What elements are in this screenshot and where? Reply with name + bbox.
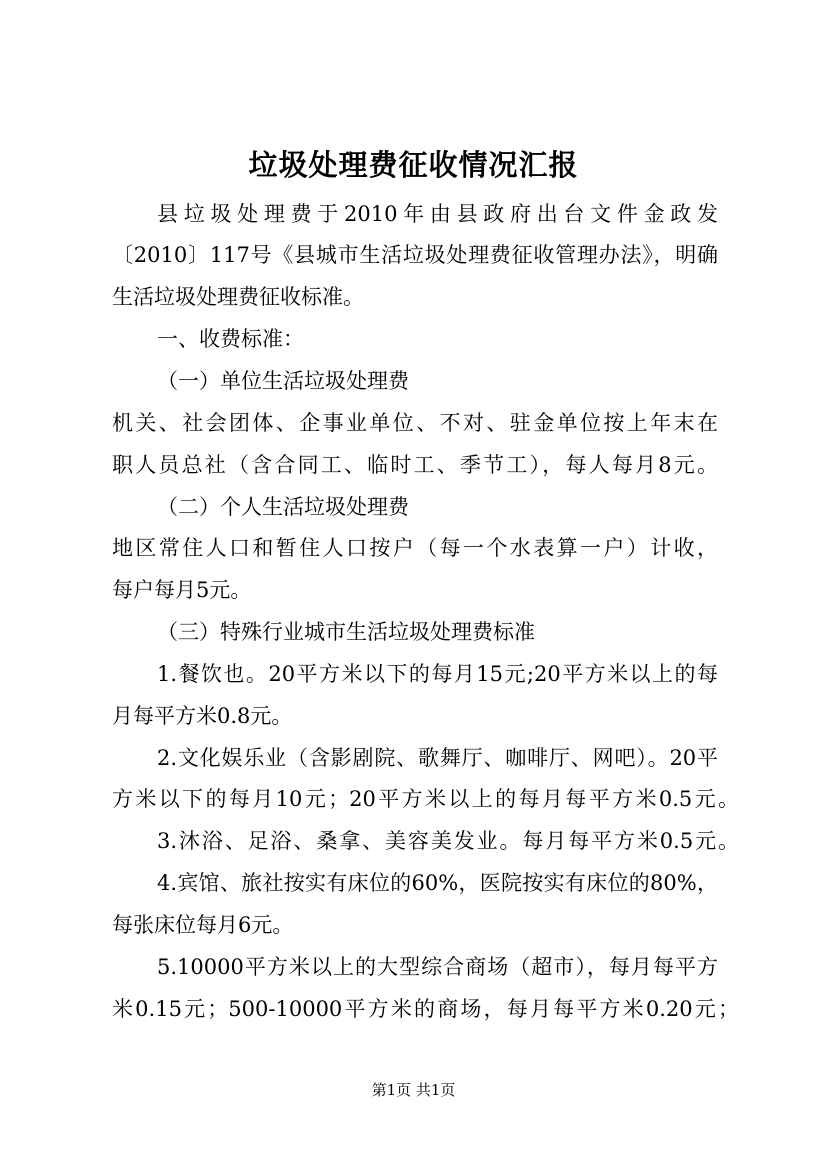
paragraph-line: 1.餐饮也。20平方米以下的每月15元;20平方米以上的每 [157,662,718,686]
paragraph-line: 5.10000平方米以上的大型综合商场（超市），每月每平方 [157,955,718,979]
page-title: 垃圾处理费征收情况汇报 [248,148,579,182]
paragraph-line: 米0.15元；500-10000平方米的商场，每月每平方米0.20元； [112,997,739,1021]
paragraph-line: 3.沐浴、足浴、桑拿、美容美发业。每月每平方米0.5元。 [157,829,739,853]
paragraph-line: 月每平方米0.8元。 [112,704,293,728]
paragraph-line: 2.文化娱乐业（含影剧院、歌舞厅、咖啡厅、网吧）。20平 [157,746,718,770]
paragraph-line: 方米以下的每月10元；20平方米以上的每月每平方米0.5元。 [112,787,739,811]
paragraph-line: 地区常住人口和暂住人口按户（每一个水表算一户）计收， [112,536,718,560]
paragraph-line: 每张床位每月6元。 [112,913,294,937]
subsection-heading: （二）个人生活垃圾处理费 [157,495,409,519]
paragraph-line: 生活垃圾处理费征收标准。 [112,285,364,309]
paragraph-line: 每户每月5元。 [112,578,252,602]
page-footer: 第1页 共1页 [371,1081,456,1099]
section-heading: 一、收费标准： [157,327,304,351]
paragraph-line: 职人员总社（含合同工、临时工、季节工），每人每月8元。 [112,453,718,477]
paragraph-line: 县垃圾处理费于2010年由县政府出台文件金政发 [157,202,718,226]
paragraph-line: 〔2010〕117号《县城市生活垃圾处理费征收管理办法》，明确 [112,243,718,267]
paragraph-line: 4.宾馆、旅社按实有床位的60%，医院按实有床位的80%， [157,871,718,895]
paragraph-line: 机关、社会团体、企事业单位、不对、驻金单位按上年末在 [112,411,718,435]
subsection-heading: （一）单位生活垃圾处理费 [157,369,409,393]
subsection-heading: （三）特殊行业城市生活垃圾处理费标准 [157,620,535,644]
